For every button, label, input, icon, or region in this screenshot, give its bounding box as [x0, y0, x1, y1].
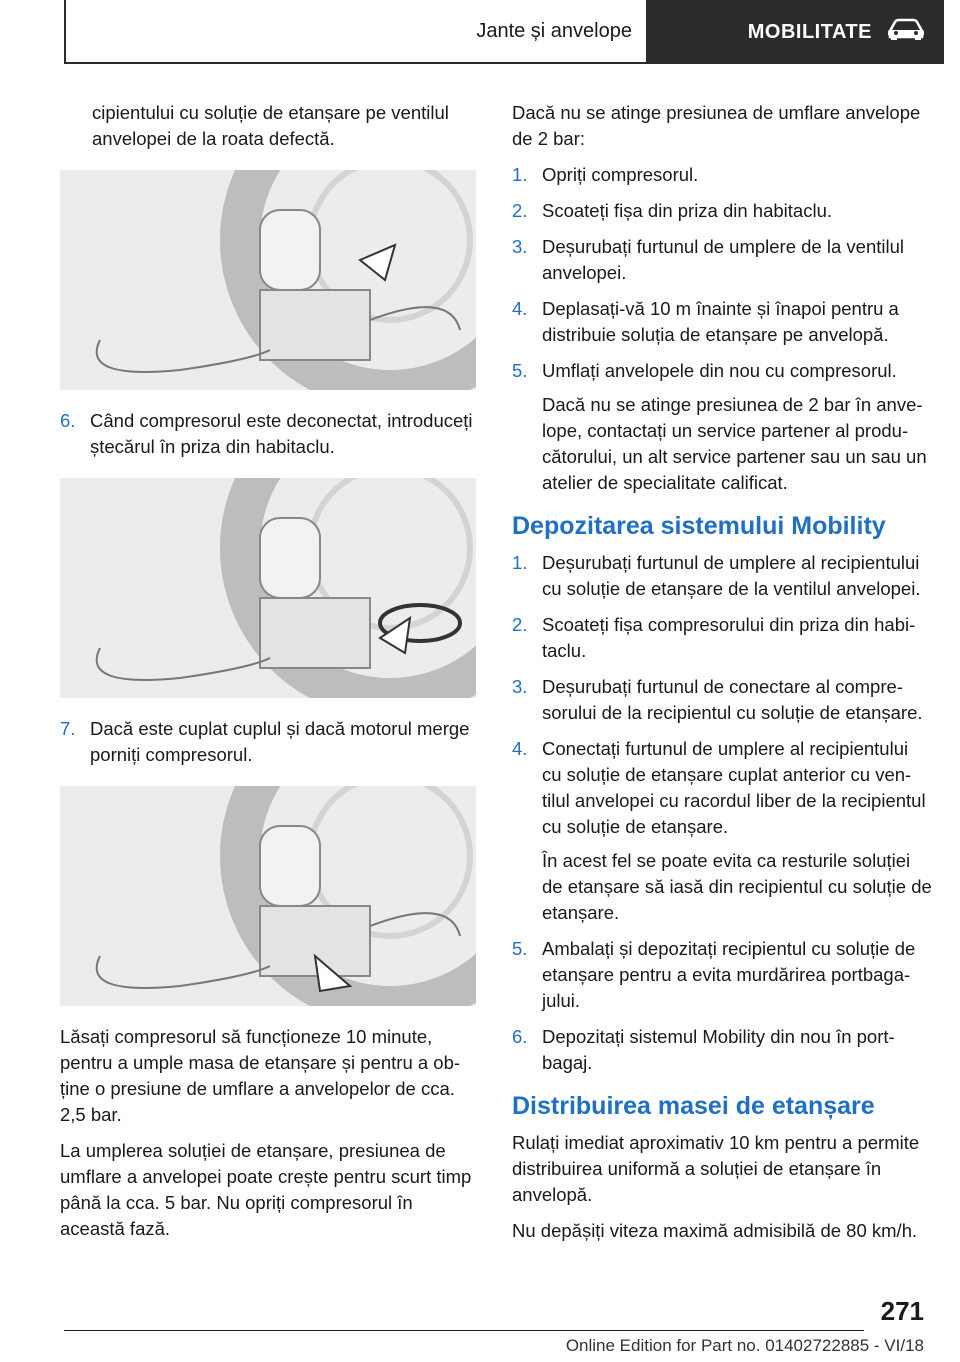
step-text: Scoateți fișa compresorului din priza din habitaclu.	[542, 614, 916, 661]
right-step	[512, 234, 932, 286]
right-step	[512, 358, 932, 384]
left-step-7	[60, 716, 476, 768]
step-number: 2.	[512, 614, 528, 635]
right-paragraph-2: Nu depășiți viteza maximă admisibilă de 80 km/h.	[512, 1220, 918, 1241]
right-step	[512, 296, 932, 348]
left-step-6	[60, 408, 476, 460]
left-column	[60, 100, 476, 1252]
footer-edition: Online Edition for Part no. 01402722885 - VI/18	[565, 1336, 924, 1355]
step-text: Deșurubați furtunul de conectare al compresorului de la recipientul cu soluție de etanșare.	[542, 676, 923, 723]
step-text: Conectați furtunul de umplere al recipientului cu soluție de etanșare cuplat anterior cu ventilul anvelopei cu racordul liber de la recipientul cu soluție de etanșare.	[542, 738, 926, 837]
right-intro: Dacă nu se atinge presiunea de umflare anvelope de 2 bar:	[512, 102, 921, 149]
step-number: 3.	[512, 676, 528, 697]
storage-step	[512, 736, 932, 840]
storage-step-4-note: În acest fel se poate evita ca resturile soluției de etanșare să iasă din recipientul cu soluție de etanșare.	[542, 850, 932, 923]
section-heading-distribution: Distribuirea masei de etanșare	[512, 1092, 875, 1120]
step-text: Dacă este cuplat cuplul și dacă motorul merge porniți compresorul.	[90, 718, 470, 765]
step-text: Umflați anvelopele din nou cu compresorul.	[542, 360, 897, 381]
step-number: 5.	[512, 360, 528, 381]
step-text: Deșurubați furtunul de umplere de la ventilul anvelopei.	[542, 236, 904, 283]
section-title: Jante și anvelope	[476, 19, 632, 42]
step-number: 1.	[512, 552, 528, 573]
step-text: Când compresorul este deconectat, introduceți ștecărul în priza din habitaclu.	[90, 410, 473, 457]
step-text: Scoateți fișa din priza din habitaclu.	[542, 200, 833, 221]
car-icon	[886, 17, 926, 47]
figure-compressor-switch	[60, 786, 476, 1006]
left-intro: cipientului cu soluție de etanșare pe ventilul anvelopei de la roata defectă.	[92, 102, 449, 149]
storage-step	[512, 936, 932, 1014]
step-text: Depozitați sistemul Mobility din nou în portbagaj.	[542, 1026, 895, 1073]
figure-compressor-valve	[60, 170, 476, 390]
left-paragraph-2: La umplerea soluției de etanșare, presiunea de umflare a anvelopei poate crește pentru scurt timp până la cca. 5 bar. Nu opriți compresorul în această fază.	[60, 1140, 472, 1239]
step-text: Deplasați-vă 10 m înainte și înapoi pentru a distribuie soluția de etanșare pe anvelopă.	[542, 298, 899, 345]
storage-step	[512, 550, 932, 602]
header-chapter	[648, 0, 944, 64]
step-number: 4.	[512, 298, 528, 319]
step-text: Ambalați și depozitați recipientul cu soluție de etanșare pentru a evita murdărirea portbagajului.	[542, 938, 916, 1011]
storage-step	[512, 612, 932, 664]
storage-step	[512, 1024, 932, 1076]
right-step	[512, 198, 932, 224]
chapter-title: MOBILITATE	[747, 20, 872, 43]
step-number: 6.	[512, 1026, 528, 1047]
right-step	[512, 162, 932, 188]
step-number: 3.	[512, 236, 528, 257]
step-number: 7.	[60, 718, 76, 739]
figure-compressor-plug	[60, 478, 476, 698]
step-text: Deșurubați furtunul de umplere al recipientului cu soluție de etanșare de la ventilul anvelopei.	[542, 552, 921, 599]
step-number: 4.	[512, 738, 528, 759]
step-number: 5.	[512, 938, 528, 959]
step-number: 2.	[512, 200, 528, 221]
step-number: 1.	[512, 164, 528, 185]
step-5-note: Dacă nu se atinge presiunea de 2 bar în anvelope, contactați un service partener al producătorului, un alt service partener sau un sau un atelier de specialitate calificat.	[542, 394, 927, 493]
right-column	[512, 100, 932, 1254]
storage-step	[512, 674, 932, 726]
left-paragraph-1: Lăsați compresorul să funcționeze 10 minute, pentru a umple masa de etanșare și pentru a obține o presiune de umflare a anvelopelor de cca. 2,5 bar.	[60, 1026, 461, 1125]
step-number: 6.	[60, 410, 76, 431]
section-heading-storage: Depozitarea sistemului Mobility	[512, 512, 886, 540]
footer-divider	[64, 1330, 864, 1331]
header-section	[64, 0, 648, 64]
right-paragraph-1: Rulați imediat aproximativ 10 km pentru a permite distribuirea uniformă a soluției de etanșare în anvelopă.	[512, 1132, 920, 1205]
step-text: Opriți compresorul.	[542, 164, 699, 185]
page-number: 271	[880, 1296, 924, 1326]
